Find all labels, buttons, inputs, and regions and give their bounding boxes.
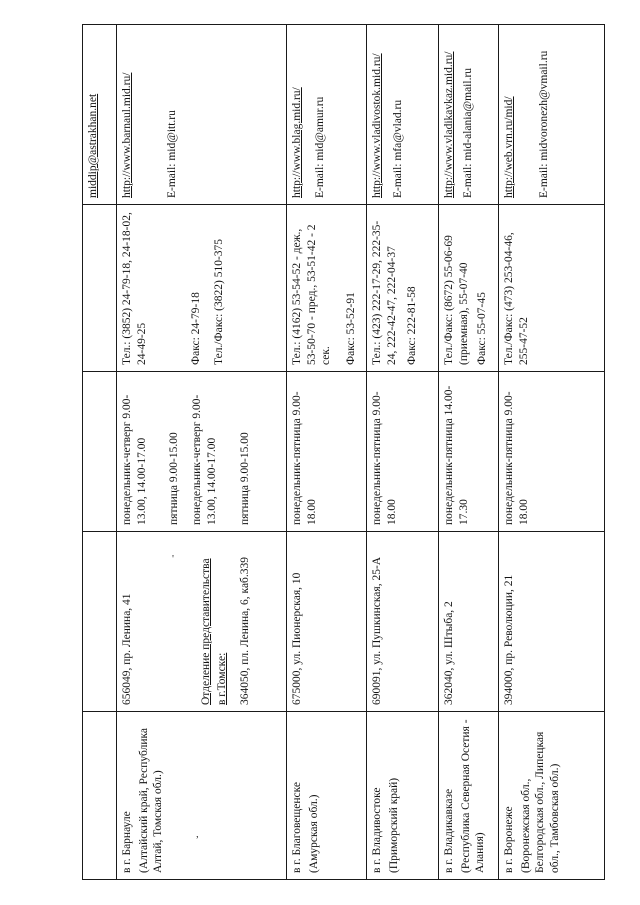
email-text[interactable]: E-mail: mid-alania@mail.ru (461, 67, 474, 198)
site-link[interactable]: http://www.blag.mid.ru/ (291, 87, 303, 198)
contact-cell (367, 25, 439, 205)
address-cell (287, 532, 367, 712)
phone-cell (287, 205, 367, 372)
sub-office-title: Отделение представительства (199, 558, 212, 705)
email-text[interactable]: E-mail: mid@itt.ru (165, 110, 178, 198)
fax-text: Факс: 55-07-45 (476, 292, 489, 365)
table-row (367, 25, 439, 880)
contact-cell (83, 25, 117, 205)
scan-mark: , (196, 828, 199, 840)
address-cell (439, 532, 499, 712)
address-cell (117, 532, 287, 712)
empty-cell (83, 205, 117, 372)
site-link[interactable]: http://www.vladikavkaz.mid.ru/ (443, 51, 455, 198)
representations-table (82, 24, 605, 880)
phone-cell (117, 205, 287, 372)
table-row (287, 25, 367, 880)
address-text: 675000, ул. Пионерская, 10 (291, 572, 303, 705)
city-region: (Воронежская обл., Белгородская обл., Липецкая обл., Тамбовская обл.) (519, 731, 562, 873)
city-cell (287, 712, 367, 880)
fax-text: Факс: 24-79-18 (190, 292, 203, 365)
hours-cell (367, 372, 439, 532)
hours-text: понедельник-пятница 9.00-18.00 (291, 391, 318, 525)
address-text: 362040, ул. Штыба, 2 (443, 601, 455, 705)
empty-cell (83, 532, 117, 712)
rotated-table-wrapper (82, 25, 604, 880)
city-cell (367, 712, 439, 880)
contact-cell (499, 25, 605, 205)
scan-mark: ' (172, 553, 174, 565)
email-text[interactable]: E-mail: mfa@vlad.ru (391, 99, 404, 198)
phone-text: Тел./Факс: (3822) 510-375 (213, 238, 226, 365)
table-row (439, 25, 499, 880)
address-text: 656049, пр. Ленина, 41 (121, 593, 133, 705)
address-text: 690091, ул. Пушкинская, 25-А (371, 556, 383, 705)
contact-cell (117, 25, 287, 205)
city-name: в г. Владикавказе (443, 788, 455, 873)
hours-text: понедельник-пятница 9.00-18.00 (371, 391, 398, 525)
city-name: в г. Благовещенске (291, 781, 303, 873)
hours-text: понедельник-четверг 9.00-13.00, 14.00-17.00 (191, 394, 218, 525)
email-link[interactable]: middip@astrakhan.net (87, 93, 99, 198)
city-region: (Республика Северная Осетия - Алания) (459, 719, 487, 873)
empty-cell (83, 712, 117, 880)
email-text[interactable]: E-mail: mid@amur.ru (313, 96, 326, 198)
city-cell (117, 712, 287, 880)
phone-cell (439, 205, 499, 372)
email-text[interactable]: E-mail: midvoronezh@vmail.ru (537, 50, 550, 198)
sub-office-address: 364050, пл. Ленина, 6, каб.339 (239, 556, 252, 705)
hours-text: пятница 9.00-15.00 (238, 432, 251, 525)
phone-text: Тел.: (4162) 53-54-52 - деж., 53-50-70 - пред., 53-51-42 - 2 сек. (291, 224, 333, 365)
phone-text: Тел./Факс: (473) 253-04-46, 255-47-52 (503, 232, 530, 365)
phone-text: Тел./Факс: (8672) 55-06-69 (приемная), 55-07-40 (443, 235, 470, 365)
hours-cell (117, 372, 287, 532)
address-cell (367, 532, 439, 712)
phone-text: Тел.: (423) 222-17-29, 222-35-24, 222-42-47, 222-04-37 (371, 220, 398, 365)
city-region: (Алтайский край, Республика Алтай, Томская обл.) (137, 728, 165, 873)
city-cell (499, 712, 605, 880)
contact-cell (287, 25, 367, 205)
phone-text: Тел.: (3852) 24-79-18, 24-18-02, 24-49-25 (121, 212, 148, 365)
site-link[interactable]: http://www.vladivostok.mid.ru/ (371, 53, 383, 198)
fax-text: Факс: 222-81-58 (406, 286, 419, 365)
hours-text: понедельник-пятница 14.00-17.30 (443, 385, 470, 525)
site-link[interactable]: http://www.barnaul.mid.ru/ (121, 72, 133, 198)
city-region: (Амурская обл.) (307, 794, 320, 873)
sub-office-city: в г.Томске: (216, 652, 229, 705)
contact-cell (439, 25, 499, 205)
city-name: в г. Владивостоке (371, 787, 383, 873)
site-link[interactable]: http://web.vrn.ru/mid/ (503, 96, 515, 198)
phone-cell (499, 205, 605, 372)
city-name: в г. Воронеже (503, 806, 515, 873)
hours-cell (499, 372, 605, 532)
table-row (499, 25, 605, 880)
hours-text: пятница 9.00-15.00 (168, 432, 181, 525)
hours-cell (287, 372, 367, 532)
fax-text: Факс: 53-52-91 (345, 292, 358, 365)
table-row (117, 25, 287, 880)
hours-text: понедельник-пятница 9.00-18.00 (503, 391, 530, 525)
empty-cell (83, 372, 117, 532)
address-text: 394000, пр. Революции, 21 (503, 574, 515, 705)
hours-text: понедельник-четверг 9.00-13.00, 14.00-17.00 (121, 394, 148, 525)
hours-cell (439, 372, 499, 532)
city-name: в г. Барнауле (121, 811, 133, 873)
city-region: (Приморский край) (387, 777, 400, 873)
table-row (83, 25, 117, 880)
phone-cell (367, 205, 439, 372)
city-cell (439, 712, 499, 880)
address-cell (499, 532, 605, 712)
